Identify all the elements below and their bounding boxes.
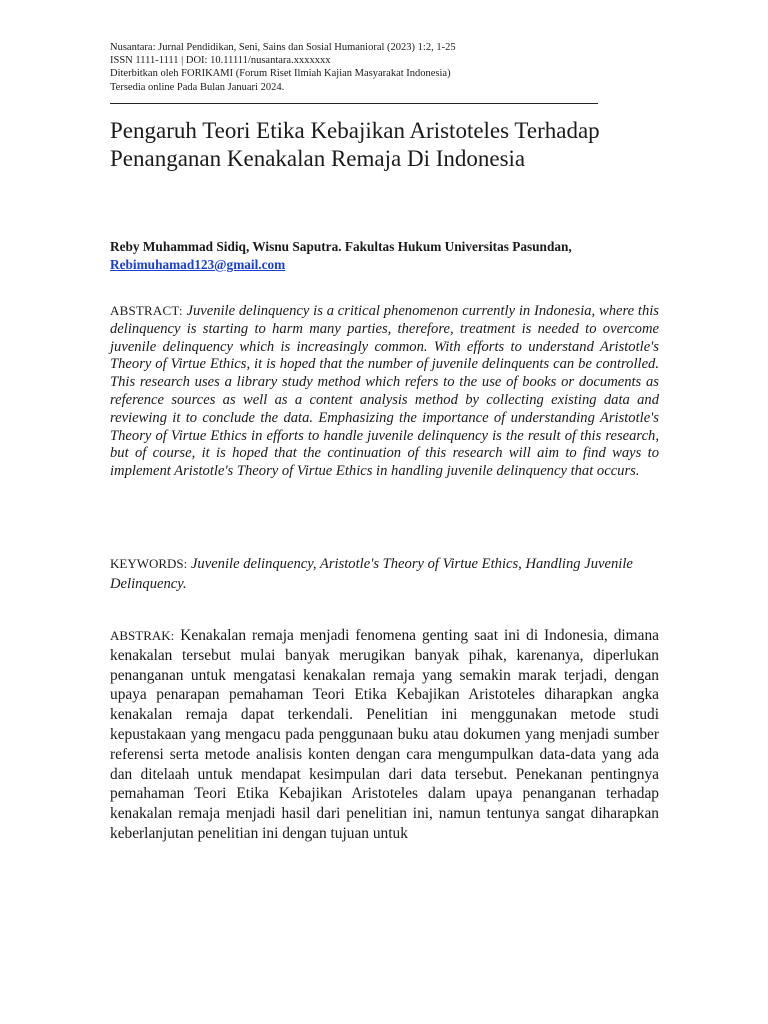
publisher-line: Diterbitkan oleh FORIKAMI (Forum Riset Ilmiah Kajian Masyarakat Indonesia)	[110, 68, 451, 80]
author-email-link[interactable]: Rebimuhamad123@gmail.com	[110, 257, 286, 272]
issn-doi: ISSN 1111-1111 | DOI: 10.11111/nusantara.xxxxxxx	[110, 55, 331, 67]
abstrak-text: Kenakalan remaja menjadi fenomena genting saat ini di Indonesia, dimana kenakalan tersebut mulai banyak merugikan banyak pihak, karenanya, diperlukan penanganan untuk mengatasi kenakalan remaja yang semakin marak terjadi, dengan upaya penarapan pemahaman Teori Etika Kebajikan Aristoteles diharapkan angka kenakalan remaja dapat terkendali. Penelitian ini menggunakan metode studi kepustakaan yang mengacu pada penggunaan buku atau dokumen yang menjadi sumber referensi serta metode analisis konten dengan cara mengumpulkan data-data yang ada dan ditelaah untuk mendapat kesimpulan dari data tersebut. Penekanan pentingnya pemahaman Teori Etika Kebajikan Aristoteles dalam upaya penanganan terhadap kenakalan remaja menjadi hasil dari penelitian ini, namun tentunya sangat diharapkan keberlanjutan penelitian ini dengan tujuan untuk	[110, 627, 659, 842]
keywords-label: KEYWORDS:	[110, 556, 188, 571]
abstrak-label: ABSTRAK:	[110, 628, 175, 643]
abstract-english	[110, 302, 659, 481]
journal-header	[110, 41, 660, 94]
header-divider	[110, 103, 598, 104]
keywords-text: Juvenile delinquency, Aristotle's Theory of Virtue Ethics, Handling Juvenile Delinquency.	[110, 556, 633, 592]
journal-citation: Nusantara: Jurnal Pendidikan, Seni, Sains dan Sosial Humanioral (2023) 1:2, 1-25	[110, 42, 456, 53]
author-names: Reby Muhammad Sidiq, Wisnu Saputra. Fakultas Hukum Universitas Pasundan,	[110, 239, 572, 254]
abstract-indonesian	[110, 626, 659, 844]
author-affiliation	[110, 238, 660, 274]
keywords	[110, 554, 659, 594]
paper-title: Pengaruh Teori Etika Kebajikan Aristoteles Terhadap Penanganan Kenakalan Remaja Di Indonesia	[110, 118, 600, 171]
abstract-label: ABSTRACT:	[110, 303, 183, 318]
abstract-text: Juvenile delinquency is a critical phenomenon currently in Indonesia, where this delinquency is starting to harm many parties, therefore, treatment is needed to overcome juvenile delinquency which is increasingly common. With efforts to understand Aristotle's Theory of Virtue Ethics, it is hoped that the number of juvenile delinquents can be controlled. This research uses a library study method which refers to the use of books or documents as reference sources as well as a content analysis method by collecting existing data and reviewing it to conclude the data. Emphasizing the importance of understanding Aristotle's Theory of Virtue Ethics in efforts to handle juvenile delinquency is the result of this research, but of course, it is hoped that the continuation of this research will aim to find ways to implement Aristotle's Theory of Virtue Ethics in handling juvenile delinquency that occurs.	[110, 303, 659, 480]
online-availability: Tersedia online Pada Bulan Januari 2024.	[110, 81, 285, 93]
